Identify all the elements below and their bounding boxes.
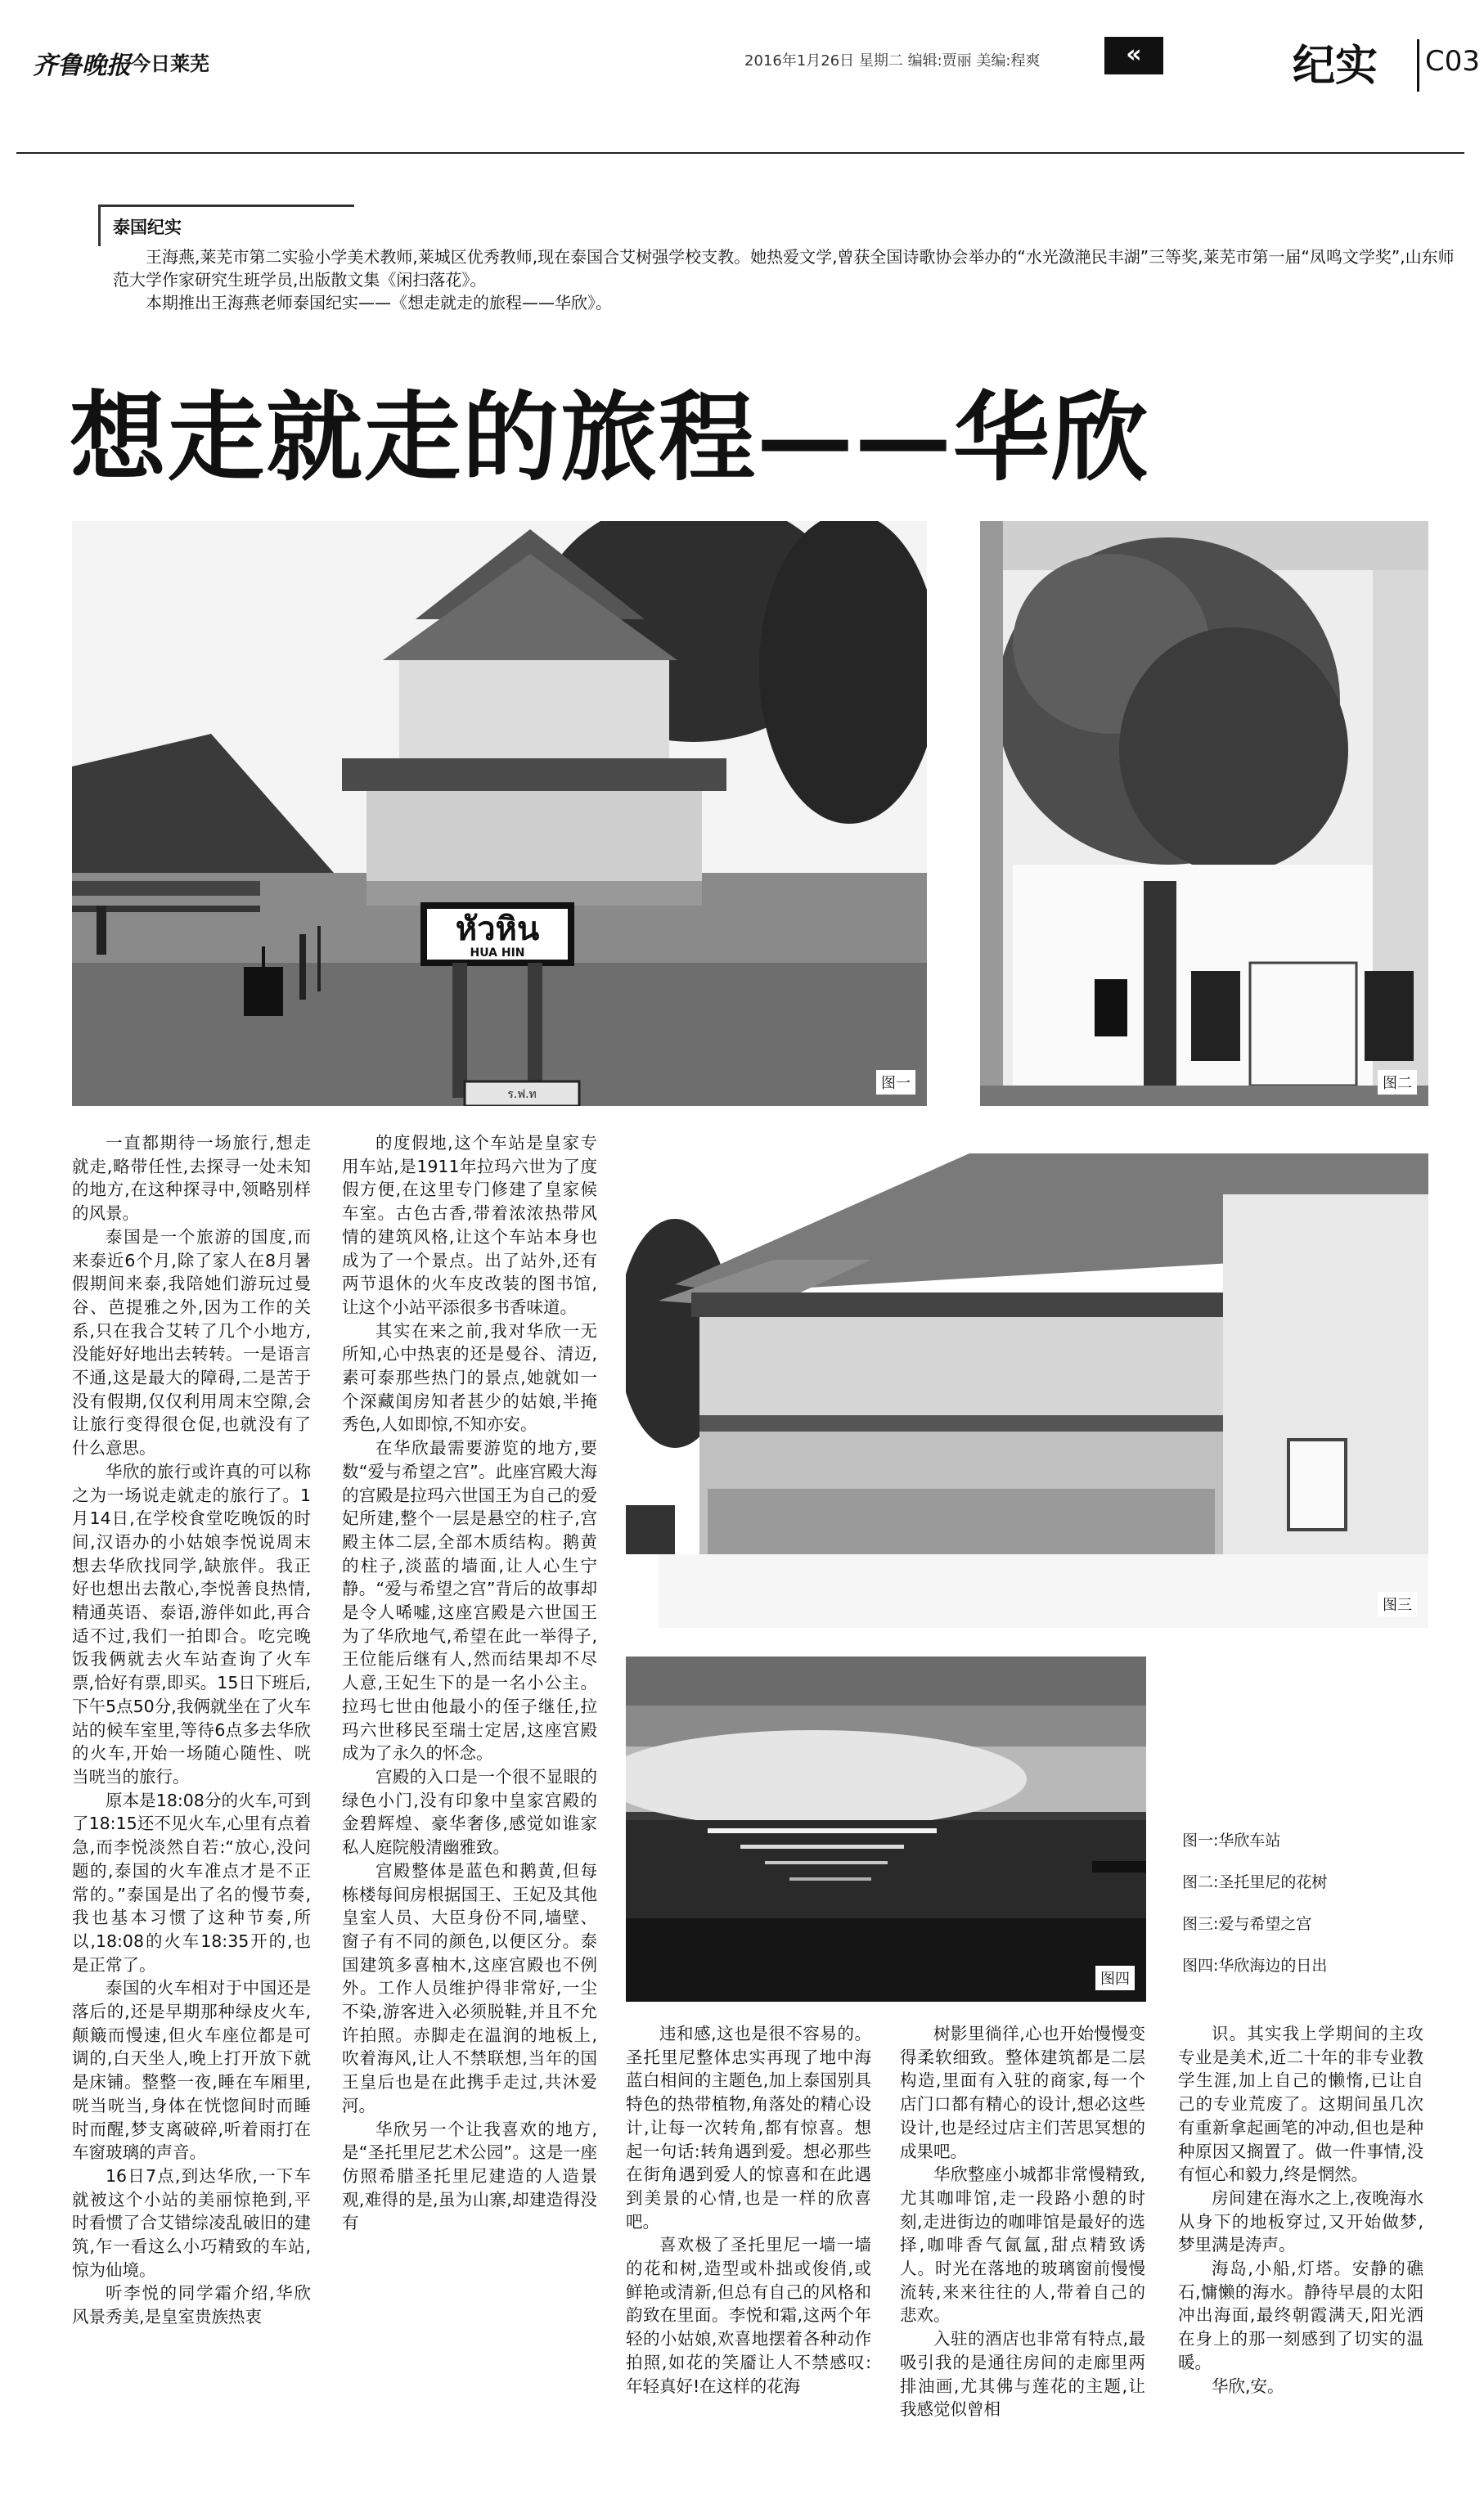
sign-thai-text: หัวหิน [455, 910, 540, 948]
author-bio: 王海燕,莱芜市第二实验小学美术教师,莱城区优秀教师,现在泰国合艾树强学校支教。她热爱文学,曾获全国诗歌协会举办的“水光潋滟民丰湖”三等奖,莱芜市第一届“凤鸣文学奖”,山东师范大学作家研究生班学员,出版散文集《闲扫落花》。 [113, 247, 1455, 290]
paragraph: 违和感,这也是很不容易的。圣托里尼整体忠实再现了地中海蓝白相间的主题色,加上泰国别具特色的热带植物,角落处的精心设计,让每一次转角,都有惊喜。想起一句话:转角遇到爱。想必那些在街角遇到爱人的惊喜和在此遇到美景的心情,也是一样的欣喜吧。 [626, 2024, 871, 2232]
paragraph: 树影里徜徉,心也开始慢慢变得柔软细致。整体建筑都是二层构造,里面有入驻的商家,每一个店门口都有精心的设计,想必这些设计,也是经过店主们苦思冥想的成果吧。 [900, 2024, 1145, 2161]
caption-1: 图一:华欣车站 [1182, 1832, 1281, 1850]
paragraph: 其实在来之前,我对华欣一无所知,心中热衷的还是曼谷、清迈,素可泰那些热门的景点,她就如一个深藏闺房知者甚少的姑娘,半掩秀色,人如即惊,不知亦安。 [342, 1320, 597, 1435]
paragraph: 一直都期待一场旅行,想走就走,略带任性,去探寻一处未知的地方,在这种探寻中,领略别样的风景。 [72, 1133, 311, 1224]
issue-meta: 2016年1月26日 星期二 编辑:贾丽 美编:程爽 [744, 52, 1041, 70]
section-name: 今日莱芜 [131, 52, 209, 75]
photo-station [72, 521, 927, 1106]
article-title: 想走就走的旅程——华欣 [70, 380, 1150, 494]
paragraph: 喜欢极了圣托里尼一墙一墙的花和树,造型或朴拙或俊俏,或鲜艳或清新,但总有自己的风格和韵致在里面。李悦和霜,这两个年轻的小姑娘,欢喜地摆着各种动作拍照,如花的笑靥让人不禁感叹:年轻真好!在这样的花海 [626, 2235, 871, 2396]
planter-text: ร.ฟ.ท [507, 1088, 537, 1101]
intro-text [113, 245, 1463, 314]
article-column-1 [72, 1131, 311, 2457]
photo-palace [626, 1137, 1428, 1628]
paragraph: 华欣,安。 [1212, 2376, 1284, 2396]
header-divider [1417, 39, 1419, 92]
chevron-left-icon: « [1104, 37, 1163, 74]
figure-label-4: 图四 [1095, 1966, 1135, 1990]
photo-sunrise [626, 1657, 1146, 2002]
intro-tag: 泰国纪实 [113, 218, 182, 237]
paragraph: 的度假地,这个车站是皇家专用车站,是1911年拉玛六世为了度假方便,在这里专门修建了皇家候车室。古色古香,带着浓浓热带风情的建筑风格,让这个车站本身也成为了一个景点。出了站外,还有两节退休的火车皮改装的图书馆,让这个小站平添很多书香味道。 [342, 1133, 597, 1317]
caption-4: 图四:华欣海边的日出 [1182, 1957, 1328, 1975]
paragraph: 华欣整座小城都非常慢精致,尤其咖啡馆,走一段路小憩的时刻,走进街边的咖啡馆是最好的选择,咖啡香气氤氲,甜点精致诱人。时光在落地的玻璃窗前慢慢流转,来来往往的人,带着自己的悲欢。 [900, 2165, 1145, 2326]
figure-captions [1182, 1820, 1327, 1987]
newspaper-brand: 齐鲁晚报 [33, 52, 131, 80]
paragraph: 原本是18:08分的火车,可到了18:15还不见火车,心里有点着急,而李悦淡然自若:“放心,没问题的,泰国的火车准点才是不正常的。”泰国是出了名的慢节奏,我也基本习惯了这种节奏,所以,18:08的火车18:35开的,也是正常了。 [72, 1790, 311, 1975]
paragraph: 房间建在海水之上,夜晚海水从身下的地板穿过,又开始做梦,梦里满是涛声。 [1178, 2187, 1423, 2255]
article-column-5 [1178, 2022, 1423, 2456]
article-column-3 [626, 2022, 871, 2456]
caption-2: 图二:圣托里尼的花树 [1182, 1873, 1328, 1891]
paragraph: 在华欣最需要游览的地方,要数“爱与希望之宫”。此座宫殿大海的宫殿是拉玛六世国王为自己的爱妃所建,整个一层是悬空的柱子,宫殿主体二层,全部木质结构。鹅黄的柱子,淡蓝的墙面,让人心生宁静。“爱与希望之宫”背后的故事却是令人唏嘘,这座宫殿是六世国王为了华欣地气,希望在此一举得子,王位能后继有人,然而结果却不尽人意,王妃生下的是一名小公主。拉玛七世由他最小的侄子继任,拉玛六世移民至瑞士定居,这座宫殿成为了永久的怀念。 [342, 1438, 597, 1764]
figure-label-3: 图三 [1378, 1592, 1417, 1616]
paragraph: 泰国是一个旅游的国度,而来泰近6个月,除了家人在8月暑假期间来泰,我陪她们游玩过曼谷、芭提雅之外,因为工作的关系,只在我合艾转了几个小地方,没能好好地出去转转。一是语言不通,这是最大的障碍,二是苦于没有假期,仅仅利用周末空隙,会让旅行变得很仓促,也就没有了什么意思。 [72, 1226, 311, 1459]
paragraph: 华欣另一个让我喜欢的地方,是“圣托里尼艺术公园”。这是一座仿照希腊圣托里尼建造的人造景观,难得的是,虽为山寨,却建造得没有 [342, 2119, 597, 2233]
paragraph: 宫殿整体是蓝色和鹅黄,但每栋楼每间房根据国王、王妃及其他皇室人员、大臣身份不同,墙壁、窗子有不同的颜色,以便区分。泰国建筑多喜柚木,这座宫殿也不例外。工作人员维护得非常好,一尘不染,游客进入必须脱鞋,并且不允许拍照。赤脚走在温润的地板上,吹着海风,让人不禁联想,当年的国王皇后也是在此携手走过,共沐爱河。 [342, 1860, 597, 2115]
paragraph: 入驻的酒店也非常有特点,最吸引我的是通往房间的走廊里两排油画,尤其佛与莲花的主题,让我感觉似曾相 [900, 2329, 1145, 2420]
paragraph: 泰国的火车相对于中国还是落后的,还是早期那种绿皮火车,颠簸而慢速,但火车座位都是可调的,白天坐人,晚上打开放下就是床铺。整整一夜,睡在车厢里,咣当咣当,身体在恍惚间时而睡时而醒,梦支离破碎,听着雨打在车窗玻璃的声音。 [72, 1978, 311, 2163]
header-rule [16, 152, 1464, 154]
paragraph: 宫殿的入口是一个很不显眼的绿色小门,没有印象中皇家宫殿的金碧辉煌、豪华奢侈,感觉如谁家私人庭院般清幽雅致。 [342, 1766, 597, 1858]
paragraph: 海岛,小船,灯塔。安静的礁石,慵懒的海水。静待早晨的太阳冲出海面,最终朝霞满天,阳光洒在身上的那一刻感到了切实的温暖。 [1178, 2259, 1423, 2372]
sign-roman-text: HUA HIN [470, 946, 525, 960]
column-title: 纪实 [1293, 41, 1378, 91]
photo-flower-tree [980, 521, 1428, 1106]
figure-label-1: 图一 [876, 1070, 915, 1095]
intro-note: 本期推出王海燕老师泰国纪实——《想走就走的旅程——华欣》。 [146, 293, 612, 312]
article-column-4 [900, 2022, 1145, 2456]
caption-3: 图三:爱与希望之宫 [1182, 1915, 1312, 1933]
page-number: C03 [1425, 45, 1481, 78]
article-column-2 [342, 1131, 597, 2457]
paragraph: 识。其实我上学期间的主攻专业是美术,近二十年的非专业教学生涯,加上自己的懒惰,已让自己的专业荒废了。这期间虽几次有重新拿起画笔的冲动,但也是种种原因又搁置了。做一件事情,没有恒心和毅力,终是惘然。 [1178, 2024, 1423, 2185]
paragraph: 听李悦的同学霜介绍,华欣风景秀美,是皇室贵族热衷 [72, 2283, 311, 2327]
figure-label-2: 图二 [1378, 1070, 1417, 1095]
paragraph: 华欣的旅行或许真的可以称之为一场说走就走的旅行了。1月14日,在学校食堂吃晚饭的时间,汉语办的小姑娘李悦说周末想去华欣找同学,缺旅伴。我正好也想出去散心,李悦善良热情,精通英语、泰语,游伴如此,再合适不过,我们一拍即合。吃完晚饭我俩就去火车站查询了火车票,恰好有票,即买。15日下班后,下午5点50分,我俩就坐在了火车站的候车室里,等待6点多去华欣的火车,开始一场随心随性、咣当咣当的旅行。 [72, 1461, 311, 1787]
paragraph: 16日7点,到达华欣,一下车就被这个小站的美丽惊艳到,平时看惯了合艾错综凌乱破旧的建筑,乍一看这么小巧精致的车站,惊为仙境。 [72, 2165, 311, 2280]
